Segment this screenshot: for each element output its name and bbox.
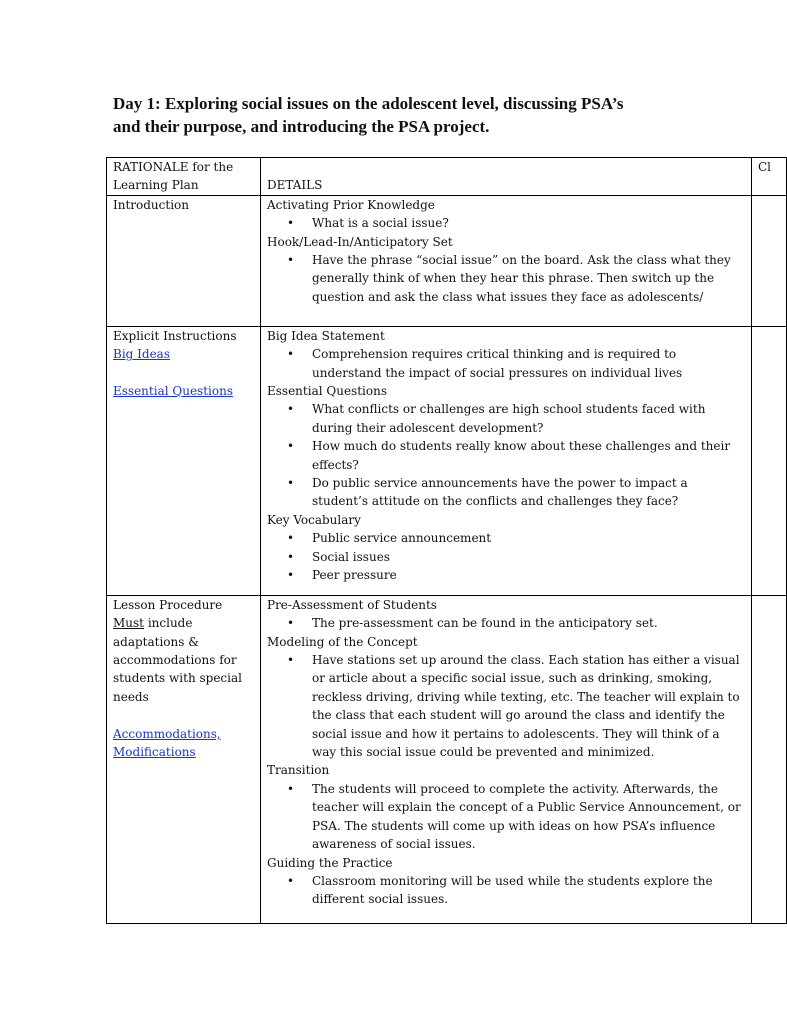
bullet-icon: • — [287, 873, 295, 888]
list-item: • Peer pressure — [267, 566, 745, 584]
section-heading: Guiding the Practice — [267, 855, 393, 870]
introduction-third-column — [752, 195, 787, 326]
learning-plan-table — [106, 157, 787, 924]
header-details: DETAILS — [261, 158, 752, 196]
list-item: • Have stations set up around the class. Each station has either a visual or article about a specific social issue, such as drinking, smoking, reckless driving, driving while texting, etc. The teacher will explain to the class that each student will go around the class and identify the social issue and how it pertains to adolescents. They will think of a way this social issue could be prevented and minimized. — [287, 653, 740, 760]
title-line-2: and their purpose, and introducing the PSA project. — [113, 117, 490, 136]
bullet-icon: • — [287, 476, 295, 491]
bullet-icon: • — [287, 616, 295, 631]
row-label-explicit-instructions — [107, 326, 261, 595]
accommodations-link[interactable]: Accommodations, — [113, 726, 221, 741]
list-item: • Social issues — [267, 548, 745, 566]
section-heading: Essential Questions — [267, 384, 387, 399]
bullet-icon: • — [287, 402, 295, 417]
header-third-column: Cl — [752, 158, 787, 196]
list-item: • How much do students really know about these challenges and their effects? — [287, 439, 731, 472]
section-heading: Hook/Lead-In/Anticipatory Set — [267, 234, 453, 249]
header-rationale — [107, 158, 261, 196]
section-heading: Big Idea Statement — [267, 328, 385, 343]
bullet-icon: • — [287, 216, 295, 231]
modifications-link[interactable]: Modifications — [113, 745, 196, 760]
explicit-instructions-details — [261, 326, 752, 595]
list-item: • What conflicts or challenges are high school students faced with during their adolescent development? — [287, 402, 706, 435]
bullet-icon: • — [287, 568, 295, 583]
section-heading: Modeling of the Concept — [267, 634, 418, 649]
bullet-icon: • — [287, 549, 295, 564]
list-item: • What is a social issue? — [267, 214, 745, 232]
table-header-row — [107, 158, 787, 196]
lesson-third-column — [752, 595, 787, 923]
list-item: • The students will proceed to complete the activity. Afterwards, the teacher will explain the concept of a Public Service Announcement, or PSA. The students will come up with ideas on how PSA’s influence awareness of social issues. — [287, 781, 741, 852]
bullet-icon: • — [287, 781, 295, 796]
page-title — [113, 92, 713, 138]
section-heading: Transition — [267, 763, 330, 778]
bullet-icon: • — [287, 439, 295, 454]
section-heading: Activating Prior Knowledge — [267, 197, 435, 212]
big-ideas-link[interactable]: Big Ideas — [113, 347, 170, 362]
list-item: • Have the phrase “social issue” on the board. Ask the class what they generally think of when they hear this phrase. Then switch up the question and ask the class what issues they face as adolescents/ — [287, 253, 731, 304]
row-label-introduction: Introduction — [107, 195, 261, 326]
bullet-icon: • — [287, 347, 295, 362]
essential-questions-link[interactable]: Essential Questions — [113, 384, 233, 399]
lesson-procedure-details — [261, 595, 752, 923]
table-row-explicit-instructions — [107, 326, 787, 595]
must-emphasis: Must — [113, 616, 144, 631]
table-row-introduction — [107, 195, 787, 326]
header-rationale-line-1: RATIONALE for the — [113, 160, 234, 174]
title-line-1: Day 1: Exploring social issues on the adolescent level, discussing PSA’s — [113, 94, 624, 113]
bullet-icon: • — [287, 653, 295, 668]
list-item: • Classroom monitoring will be used while the students explore the different social issues. — [287, 873, 713, 907]
list-item: • Public service announcement — [267, 529, 745, 547]
explicit-third-column — [752, 326, 787, 595]
list-item: • Do public service announcements have the power to impact a student’s attitude on the conflicts and challenges they face? — [287, 476, 688, 509]
table-row-lesson-procedure — [107, 595, 787, 923]
introduction-details — [261, 195, 752, 326]
bullet-icon: • — [287, 253, 295, 268]
section-heading: Pre-Assessment of Students — [267, 597, 437, 612]
lesson-procedure-note: Must include adaptations & accommodations for students with special needs — [113, 616, 242, 704]
header-rationale-line-2: Learning Plan — [113, 178, 199, 193]
lesson-procedure-label: Lesson Procedure — [113, 597, 223, 612]
row-label-lesson-procedure — [107, 595, 261, 923]
list-item: • Comprehension requires critical thinking and is required to understand the impact of social pressures on individual lives — [287, 347, 683, 380]
section-heading: Key Vocabulary — [267, 512, 361, 527]
list-item: • The pre-assessment can be found in the anticipatory set. — [267, 614, 745, 632]
explicit-instructions-label: Explicit Instructions — [113, 328, 237, 343]
bullet-icon: • — [287, 531, 295, 546]
